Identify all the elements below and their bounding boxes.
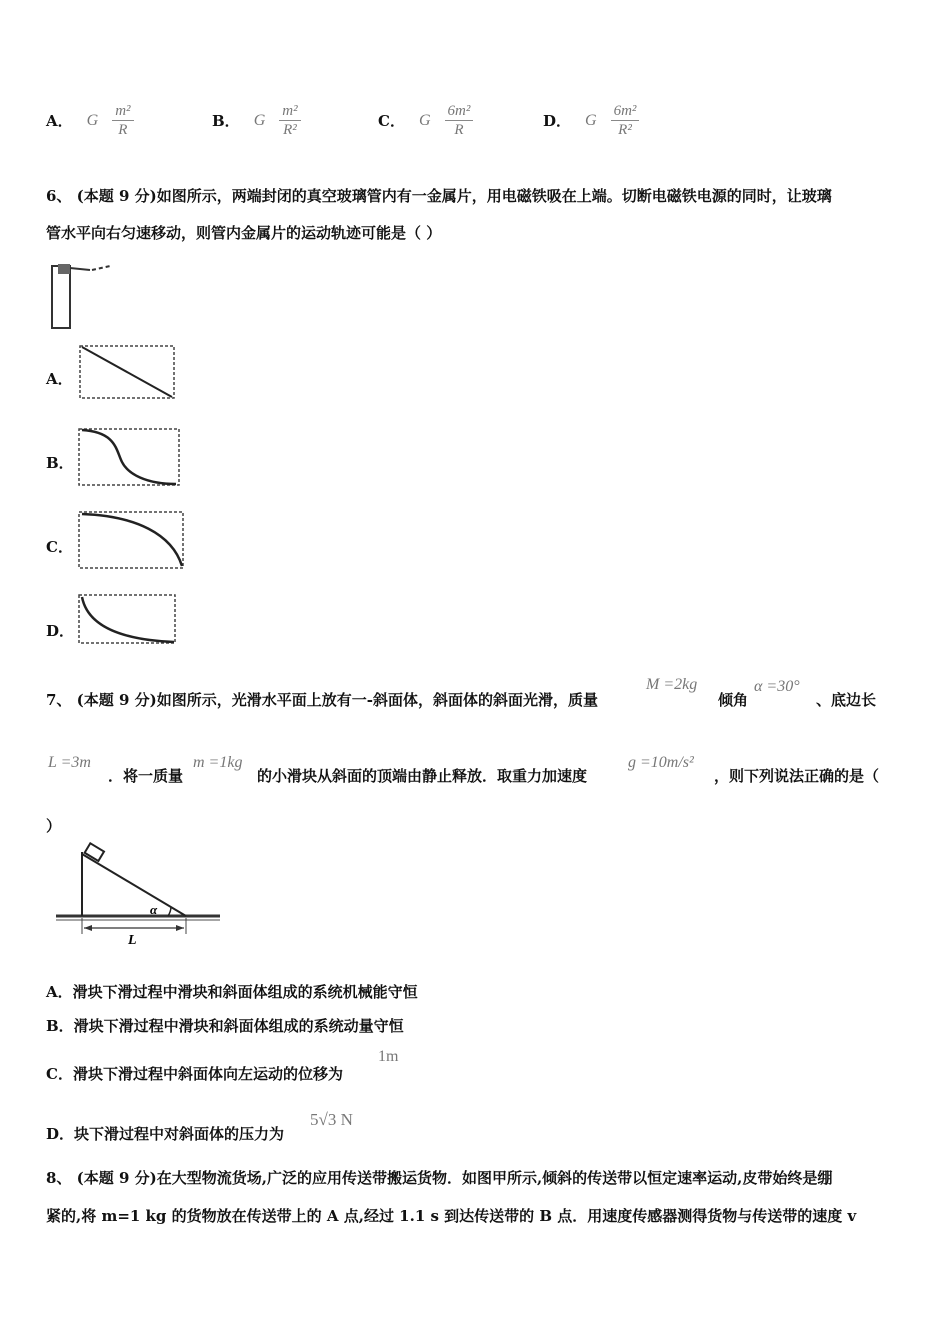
q6-option-d-label: D． xyxy=(46,622,75,640)
option-label: D． xyxy=(543,112,572,130)
q7-mass-m: m =1kg xyxy=(193,754,243,771)
option-label: A． xyxy=(46,112,73,130)
denominator: R xyxy=(118,122,128,138)
q8-text-line1: 8、 (本题 9 分)在大型物流货场,广泛的应用传送带搬运货物．如图甲所示,倾斜的传送带以恒定速率运动,皮带始终是绷 xyxy=(46,1169,833,1187)
fraction xyxy=(445,102,474,139)
numerator: 6m² xyxy=(445,102,474,121)
fraction xyxy=(279,102,300,139)
denominator: R xyxy=(454,122,464,138)
q5-option-b xyxy=(212,102,301,139)
fraction xyxy=(611,102,640,139)
q6-option-a-figure xyxy=(76,342,180,402)
q7-angle: α =30° xyxy=(754,678,800,695)
q7-mass-M: M =2kg xyxy=(646,676,698,693)
q7-option-c: C．滑块下滑过程中斜面体向左运动的位移为 xyxy=(46,1065,343,1083)
formula-G: G xyxy=(418,111,431,129)
q7-option-b: B．滑块下滑过程中滑块和斜面体组成的系统动量守恒 xyxy=(46,1017,404,1035)
fig-alpha-label: α xyxy=(150,902,158,917)
q7-text-part6: ，则下列说法正确的是（ xyxy=(714,767,880,785)
formula-G: G xyxy=(585,111,597,129)
q6-option-b-label: B． xyxy=(46,454,74,472)
q7-option-c-value: 1m xyxy=(378,1048,399,1065)
q5-option-a xyxy=(46,102,134,139)
q5-option-d xyxy=(543,102,639,139)
option-label: B． xyxy=(212,112,240,130)
q6-text-line2: 管水平向右匀速移动，则管内金属片的运动轨迹可能是（ ） xyxy=(46,224,442,242)
glass-tube-figure xyxy=(46,258,116,332)
incline-figure xyxy=(52,842,228,950)
formula-G: G xyxy=(86,111,99,129)
q7-text-part7: ） xyxy=(46,817,62,835)
q5-option-c xyxy=(378,102,473,139)
q6-option-b-figure xyxy=(76,426,184,490)
q6-text-line1: 6、 (本题 9 分)如图所示，两端封闭的真空玻璃管内有一金属片，用电磁铁吸在上端。切断电磁铁电源的同时，让玻璃 xyxy=(46,187,832,205)
q6-option-c-figure xyxy=(76,508,188,572)
fig-L-label: L xyxy=(128,933,137,948)
q6-option-d-figure xyxy=(76,592,180,648)
q6-option-a-label: A． xyxy=(46,370,73,388)
q7-text-part4: ．将一质量 xyxy=(108,767,184,785)
q8-text-line2: 紧的,将 m=1 kg 的货物放在传送带上的 A 点,经过 1.1 s 到达传送带的 B 点．用速度传感器测得货物与传送带的速度 v xyxy=(46,1207,857,1225)
numerator: 6m² xyxy=(611,102,640,121)
q7-option-a: A．滑块下滑过程中滑块和斜面体组成的系统机械能守恒 xyxy=(46,983,418,1001)
fraction xyxy=(112,102,133,139)
numerator: m² xyxy=(112,102,133,121)
q7-gravity: g =10m/s² xyxy=(628,754,694,771)
q6-option-c-label: C． xyxy=(46,538,73,556)
numerator: m² xyxy=(279,102,300,121)
q7-text-part1: 7、 (本题 9 分)如图所示，光滑水平面上放有一-斜面体，斜面体的斜面光滑，质量 xyxy=(46,691,598,709)
q7-length-L: L =3m xyxy=(48,754,91,771)
formula-G: G xyxy=(253,111,266,129)
q7-text-part5: 的小滑块从斜面的顶端由静止释放．取重力加速度 xyxy=(257,767,588,785)
option-label: C． xyxy=(378,112,405,130)
q7-text-part3: 、底边长 xyxy=(816,691,877,709)
denominator: R² xyxy=(618,122,632,138)
denominator: R² xyxy=(283,122,297,138)
q7-text-part2: 倾角 xyxy=(718,691,749,709)
q7-option-d: D．块下滑过程中对斜面体的压力为 xyxy=(46,1125,285,1143)
q7-option-d-value: 5√3 N xyxy=(310,1110,353,1129)
